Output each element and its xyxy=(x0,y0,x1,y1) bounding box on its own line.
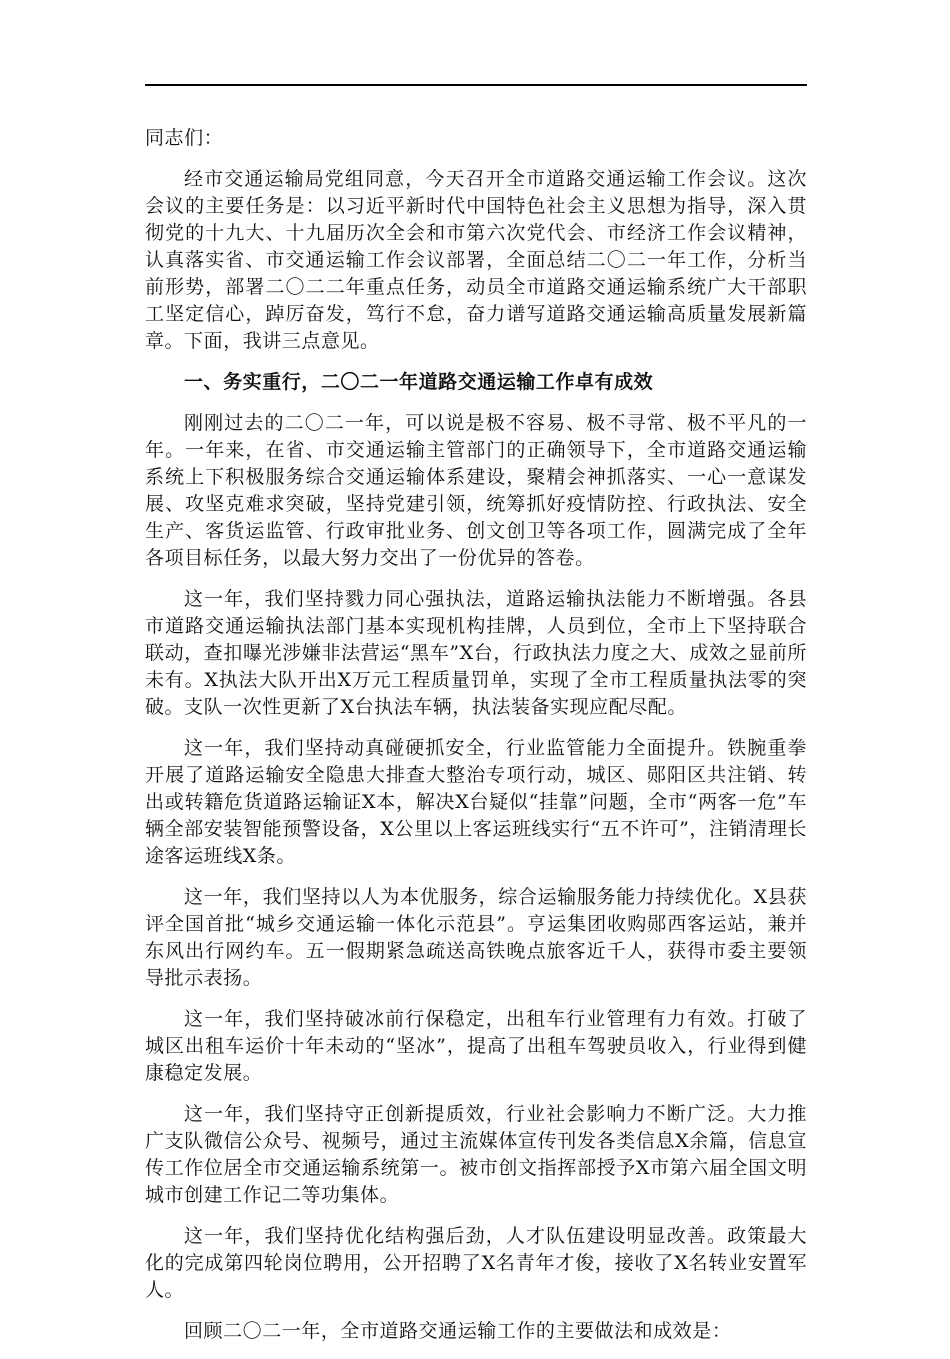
body-paragraph: 这一年，我们坚持守正创新提质效，行业社会影响力不断广泛。大力推广支队微信公众号、视频号，通过主流媒体宣传刊发各类信息X余篇，信息宣传工作位居全市交通运输系统第一。被市创文指挥部授予X市第六届全国文明城市创建工作记二等功集体。 xyxy=(145,1103,807,1206)
body-paragraph: 这一年，我们坚持优化结构强后劲，人才队伍建设明显改善。政策最大化的完成第四轮岗位聘用，公开招聘了X名青年才俊，接收了X名转业安置军人。 xyxy=(145,1225,807,1301)
body-paragraph: 这一年，我们坚持破冰前行保稳定，出租车行业管理有力有效。打破了城区出租车运价十年未动的“坚冰”，提高了出租车驾驶员收入，行业得到健康稳定发展。 xyxy=(145,1008,807,1084)
body-paragraph: 刚刚过去的二〇二一年，可以说是极不容易、极不寻常、极不平凡的一年。一年来，在省、市交通运输主管部门的正确领导下，全市道路交通运输系统上下积极服务综合交通运输体系建设，聚精会神抓落实、一心一意谋发展、攻坚克难求突破，坚持党建引领，统筹抓好疫情防控、行政执法、安全生产、客货运监管、行政审批业务、创文创卫等各项工作，圆满完成了全年各项目标任务，以最大努力交出了一份优异的答卷。 xyxy=(145,412,807,569)
body-paragraph: 这一年，我们坚持动真碰硬抓安全，行业监管能力全面提升。铁腕重拳开展了道路运输安全隐患大排查大整治专项行动，城区、郧阳区共注销、转出或转籍危货道路运输证X本，解决X台疑似“挂靠”问题，全市“两客一危”车辆全部安装智能预警设备，X公里以上客运班线实行“五不许可”，注销清理长途客运班线X条。 xyxy=(145,737,807,867)
header-rule xyxy=(145,84,807,86)
section-heading-1: 一、务实重行，二〇二一年道路交通运输工作卓有成效 xyxy=(184,371,654,393)
body-paragraph: 回顾二〇二一年，全市道路交通运输工作的主要做法和成效是： xyxy=(184,1320,732,1342)
document-page xyxy=(145,0,807,1344)
body-paragraph: 这一年，我们坚持戮力同心强执法，道路运输执法能力不断增强。各县市道路交通运输执法部门基本实现机构挂牌，人员到位，全市上下坚持联合联动，查扣曝光涉嫌非法营运“黑车”X台，行政执法力度之大、成效之显前所未有。X执法大队开出X万元工程质量罚单，实现了全市工程质量执法零的突破。支队一次性更新了X台执法车辆，执法装备实现应配尽配。 xyxy=(145,588,807,718)
document-body xyxy=(145,125,807,1359)
salutation: 同志们： xyxy=(145,127,224,149)
body-paragraph: 这一年，我们坚持以人为本优服务，综合运输服务能力持续优化。X县获评全国首批“城乡交通运输一体化示范县”。亨运集团收购郧西客运站，兼并东风出行网约车。五一假期紧急疏送高铁晚点旅客近千人，获得市委主要领导批示表扬。 xyxy=(145,886,807,989)
intro-paragraph: 经市交通运输局党组同意，今天召开全市道路交通运输工作会议。这次会议的主要任务是：以习近平新时代中国特色社会主义思想为指导，深入贯彻党的十九大、十九届历次全会和市第六次党代会、市经济工作会议精神，认真落实省、市交通运输工作会议部署，全面总结二〇二一年工作，分析当前形势，部署二〇二二年重点任务，动员全市道路交通运输系统广大干部职工坚定信心，踔厉奋发，笃行不怠，奋力谱写道路交通运输高质量发展新篇章。下面，我讲三点意见。 xyxy=(145,168,807,352)
